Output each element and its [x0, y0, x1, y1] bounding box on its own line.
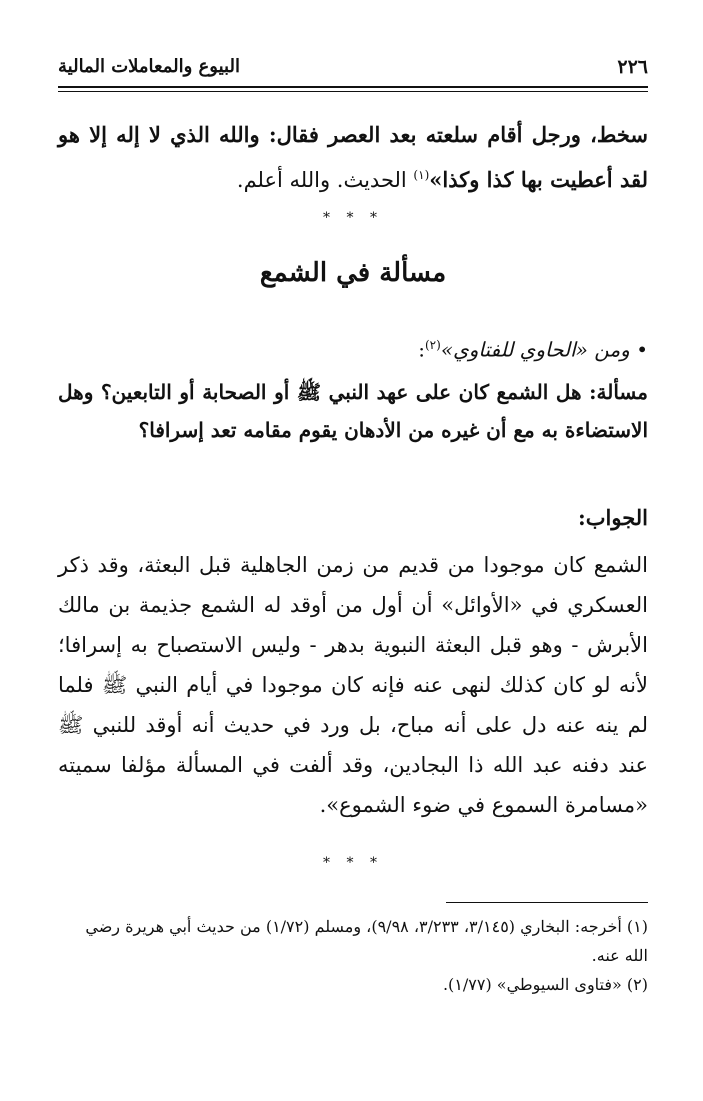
- section-title: مسألة في الشمع: [259, 258, 447, 288]
- answer-paragraph: الشمع كان موجودا من قديم من زمن الجاهلية قبل البعثة، وقد ذكر العسكري في «الأوائل» أن أول من أوقد له الشمع جذيمة بن مالك الأبرش - وهو قبل البعثة النبوية بدهر - وليس الاستصباح به إسرافا؛ لأنه لو كان كذلك لنهى عنه فإنه كان موجودا في أيام النبي ﷺ فلما لم ينه عنه دل على أنه مباح، بل ورد في حديث أنه أوقد للنبي ﷺ عند دفنه عبد الله ذا البجادين، وقد ألفت في المسألة مؤلفا سميته «مسامرة السموع في ضوء الشموع».: [58, 553, 648, 817]
- intro-tail: الحديث. والله أعلم.: [236, 168, 414, 192]
- source-title: ومن «الحاوي للفتاوي»: [440, 337, 630, 362]
- footnote-1: (١) أخرجه: البخاري (٣/١٤٥، ٣/٢٣٣، ٩/٩٨)، ومسلم (١/٧٢) من حديث أبي هريرة رضي الله عنه.: [85, 917, 648, 965]
- footnote-ref-1: (١): [413, 168, 430, 182]
- source-line: [58, 325, 648, 370]
- footnote-ref-2: (٢): [424, 338, 441, 352]
- question-paragraph: [58, 373, 648, 449]
- intro-paragraph: [58, 115, 648, 200]
- footnote-rule: [446, 902, 648, 903]
- answer-label: الجواب:: [578, 505, 648, 530]
- separator-stars: * * *: [323, 210, 383, 226]
- question-label: مسألة:: [589, 380, 648, 404]
- footnotes: [58, 912, 648, 999]
- source-colon: :: [418, 337, 425, 362]
- book-page: [58, 0, 648, 1101]
- bullet: •: [636, 337, 648, 362]
- running-title: البيوع والمعاملات المالية: [58, 56, 240, 77]
- footnote-2: (٢) «فتاوى السيوطي» (١/٧٧).: [442, 975, 648, 994]
- separator-stars-bottom: * * *: [323, 855, 383, 871]
- question-text: هل الشمع كان على عهد النبي ﷺ أو الصحابة أو التابعين؟ وهل الاستضاءة به مع أن غيره من الأدهان يقوم مقامه تعد إسرافا؟: [58, 380, 648, 442]
- page-number: ٢٢٦: [617, 56, 648, 78]
- intro-hadith-text: سخط، ورجل أقام سلعته بعد العصر فقال: والله الذي لا إله إلا هو لقد أعطيت بها كذا وكذا»: [58, 122, 648, 192]
- header-rule-top: [58, 86, 648, 88]
- running-header: [58, 56, 648, 80]
- header-rule-bottom: [58, 91, 648, 92]
